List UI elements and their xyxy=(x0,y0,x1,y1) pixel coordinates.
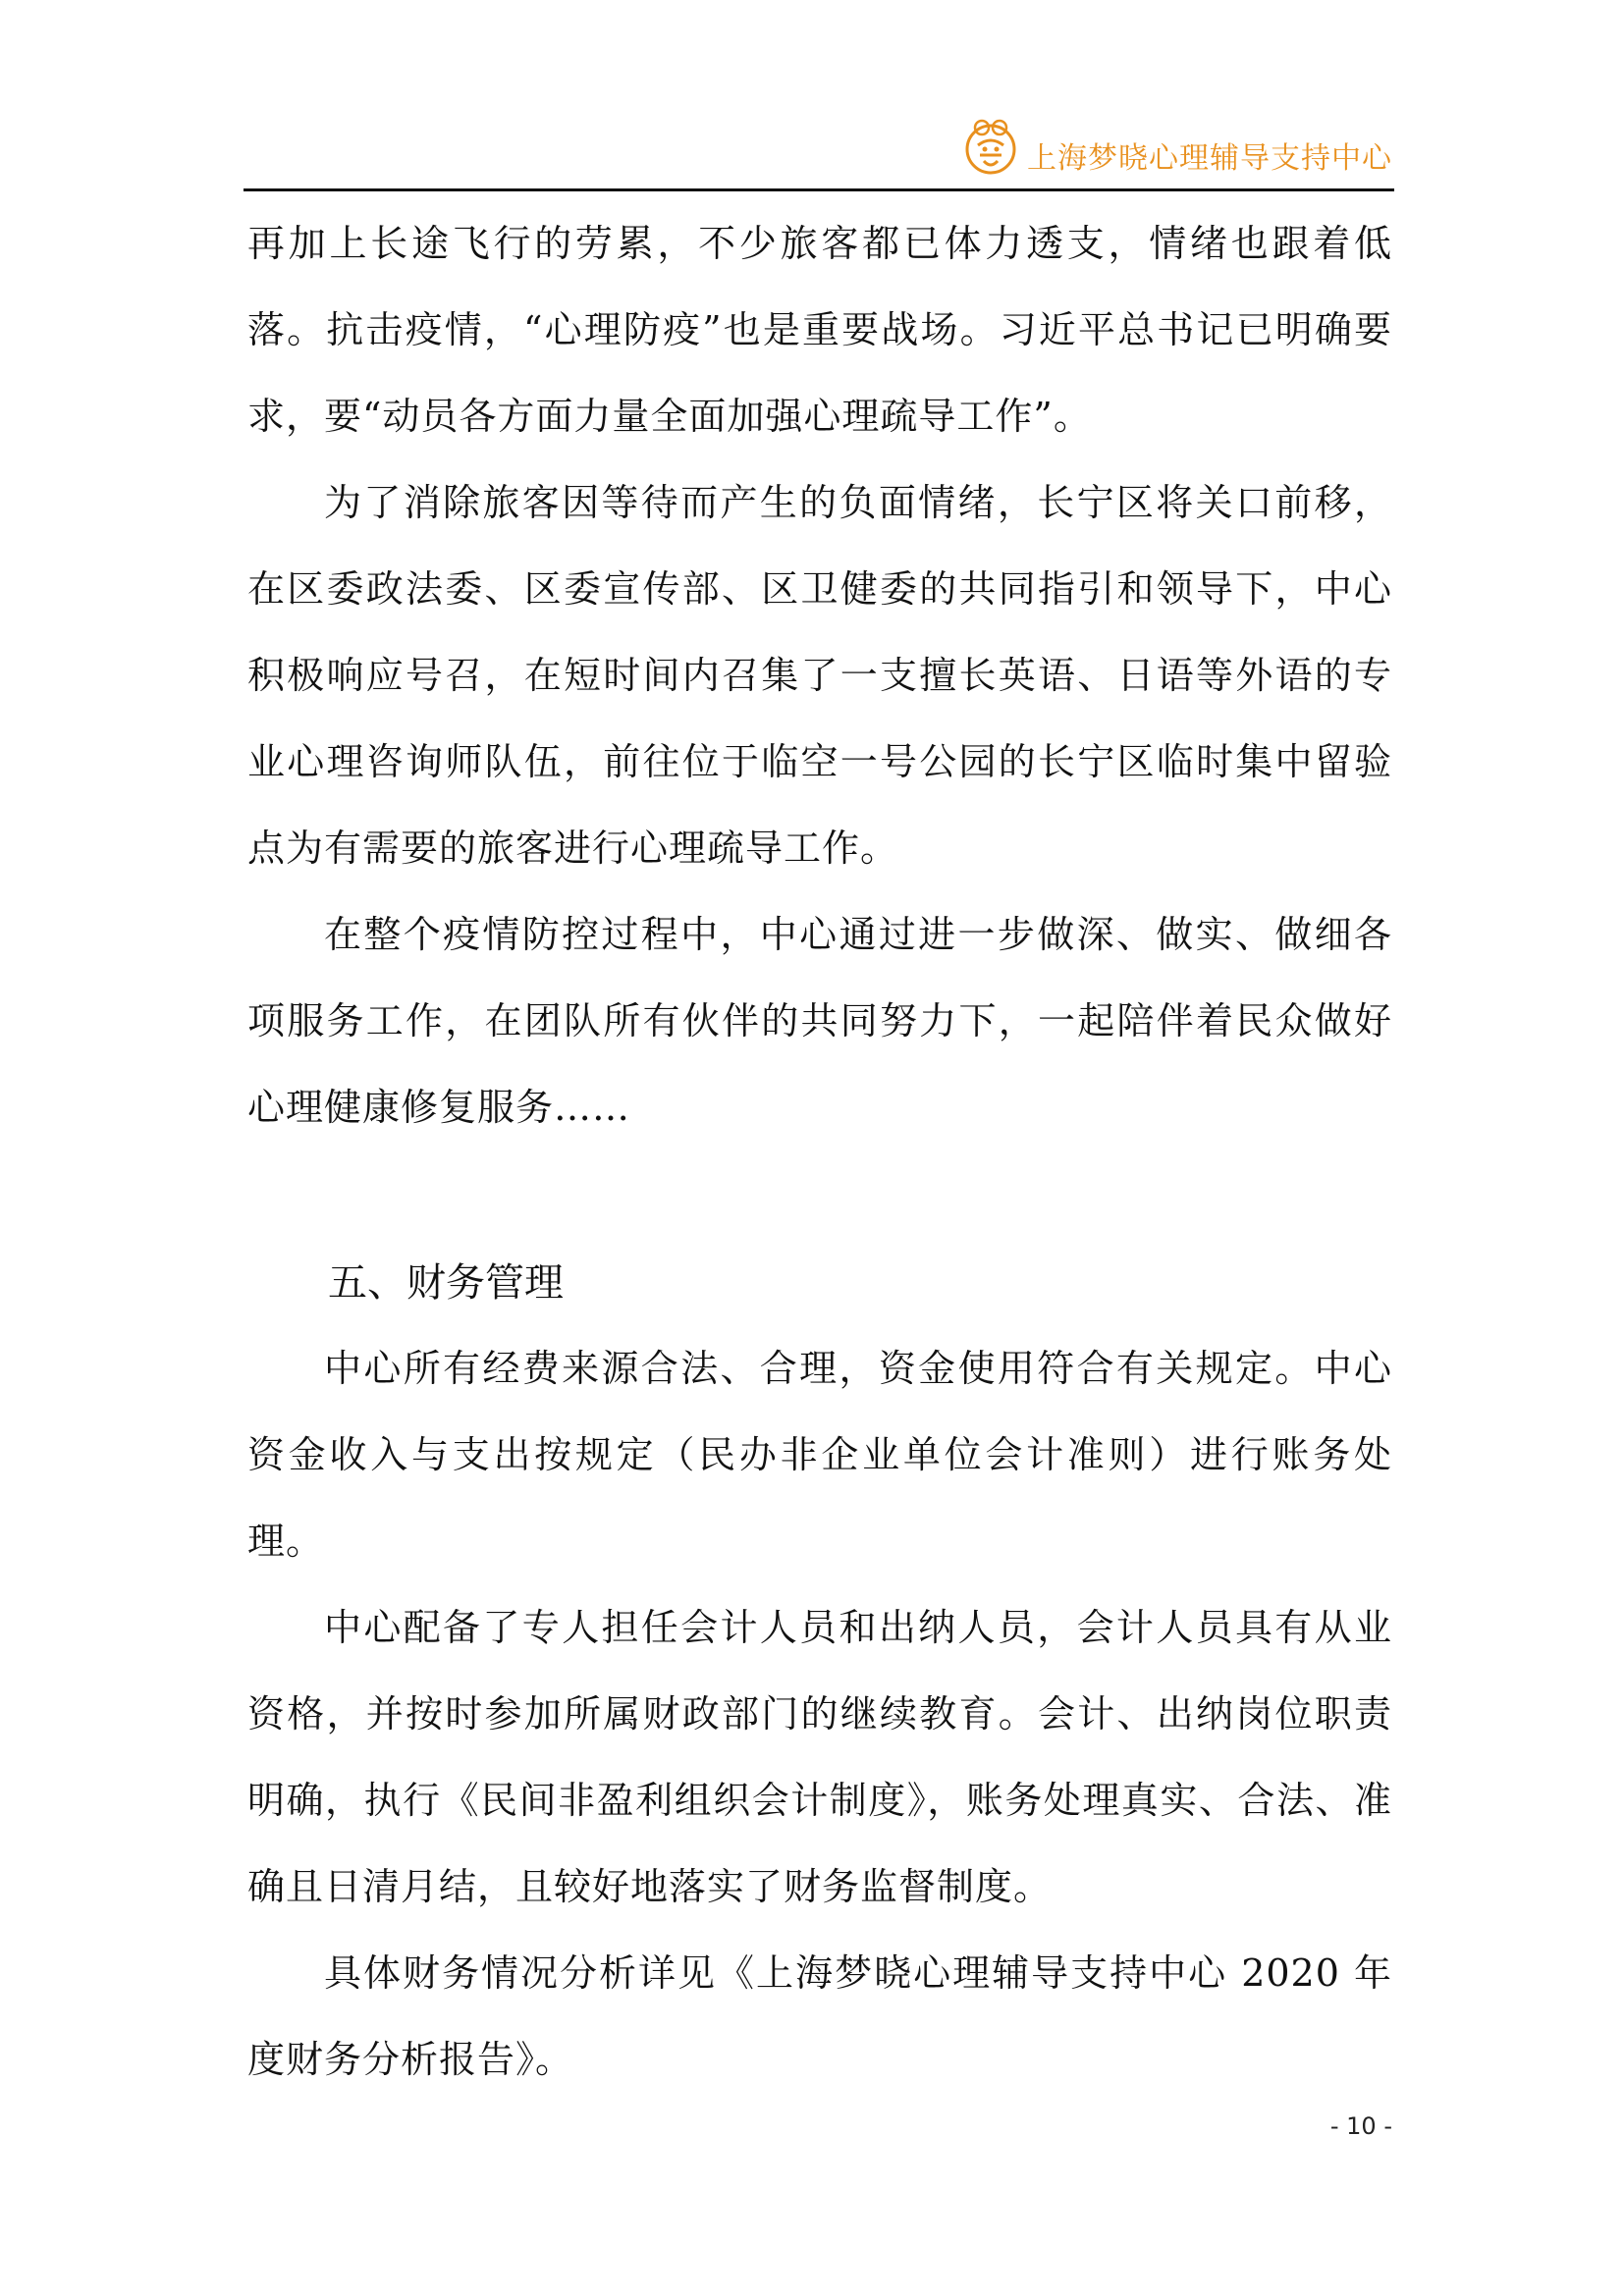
section-heading-finance: 五、财务管理 xyxy=(328,1260,564,1306)
paragraph-5: 中心配备了专人担任会计人员和出纳人员，会计人员具有从业资格，并按时参加所属财政部门的继续教育。会计、出纳岗位职责明确，执行《民间非盈利组织会计制度》，账务处理真实、合法、准确且日清月结，且较好地落实了财务监督制度。 xyxy=(247,1606,1392,1908)
header-brand xyxy=(962,114,1392,183)
org-name: 上海梦晓心理辅导支持中心 xyxy=(1027,141,1392,176)
header-divider xyxy=(244,188,1394,191)
document-body xyxy=(247,200,1392,2103)
paragraph-2: 为了消除旅客因等待而产生的负面情绪，长宁区将关口前移，在区委政法委、区委宣传部、区卫健委的共同指引和领导下，中心积极响应号召，在短时间内召集了一支擅长英语、日语等外语的专业心理咨询师队伍，前往位于临空一号公园的长宁区临时集中留验点为有需要的旅客进行心理疏导工作。 xyxy=(247,481,1392,870)
page-header xyxy=(244,110,1392,190)
paragraph-3: 在整个疫情防控过程中，中心通过进一步做深、做实、做细各项服务工作，在团队所有伙伴的共同努力下，一起陪伴着民众做好心理健康修复服务…… xyxy=(247,913,1392,1129)
paragraph-1: 再加上长途飞行的劳累，不少旅客都已体力透支，情绪也跟着低落。抗击疫情，“心理防疫”也是重要战场。习近平总书记已明确要求，要“动员各方面力量全面加强心理疏导工作”。 xyxy=(247,222,1392,438)
dream-logo-icon xyxy=(962,116,1019,181)
paragraph-4: 中心所有经费来源合法、合理，资金使用符合有关规定。中心资金收入与支出按规定（民办非企业单位会计准则）进行账务处理。 xyxy=(247,1347,1392,1563)
page-number: - 10 - xyxy=(1329,2112,1392,2140)
paragraph-6: 具体财务情况分析详见《上海梦晓心理辅导支持中心 2020 年度财务分析报告》。 xyxy=(247,1951,1392,2081)
